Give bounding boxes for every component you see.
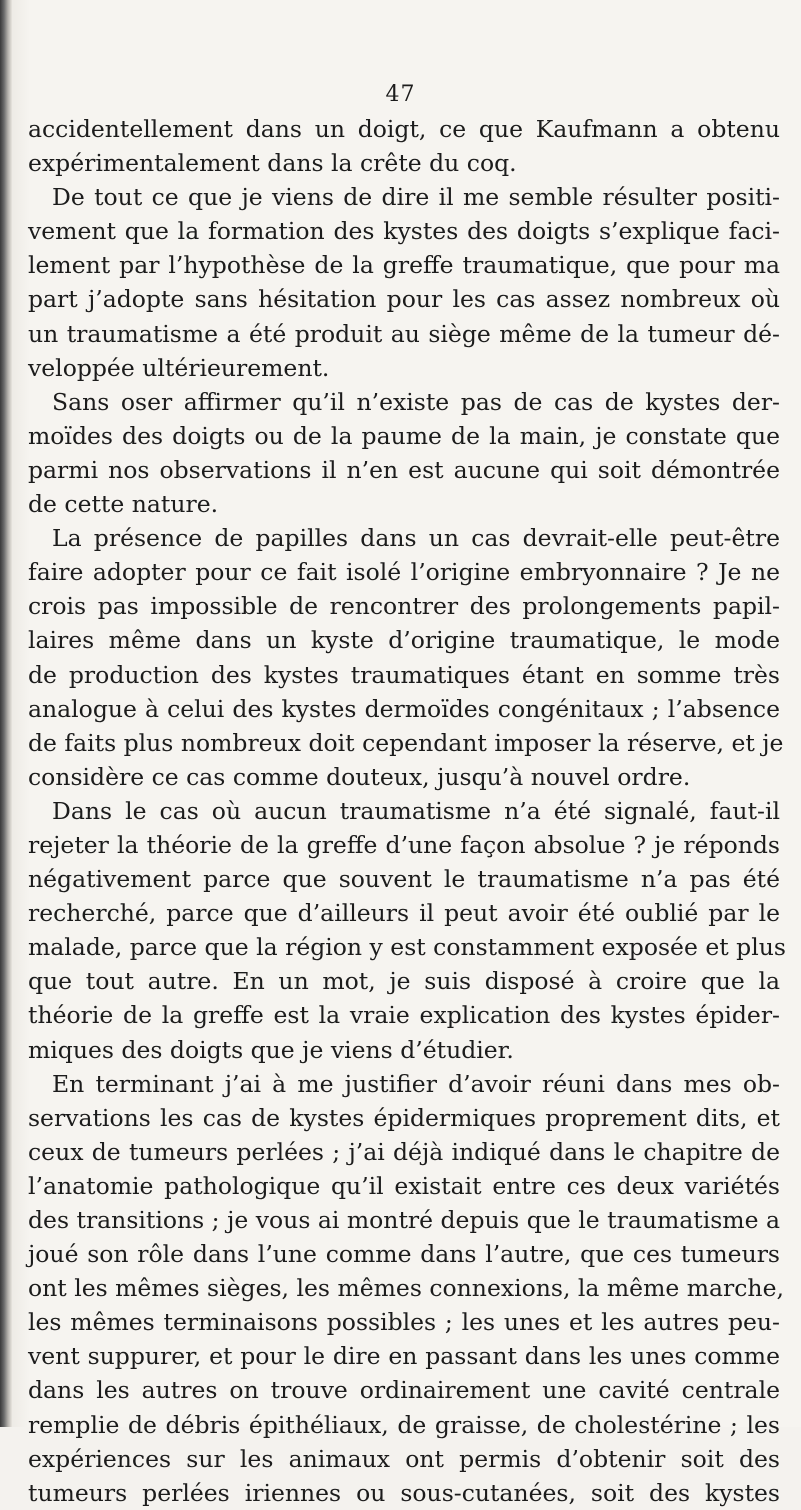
text-line: servations les cas de kystes épidermiques proprement dits, et xyxy=(28,1103,780,1132)
text-line: que tout autre. En un mot, je suis disposé à croire que la xyxy=(28,967,780,996)
text-line: dans les autres on trouve ordinairement une cavité centrale xyxy=(28,1376,780,1405)
text-line: Sans oser affirmer qu’il n’existe pas de cas de kystes der- xyxy=(52,387,780,416)
text-line: de faits plus nombreux doit cependant imposer la réserve, et je xyxy=(28,728,784,757)
text-line: théorie de la greffe est la vraie explication des kystes épider- xyxy=(28,1001,780,1030)
text-line: vement que la formation des kystes des doigts s’explique faci- xyxy=(28,217,780,246)
text-line: les mêmes terminaisons possibles ; les unes et les autres peu- xyxy=(28,1308,780,1337)
text-line: laires même dans un kyste d’origine traumatique, le mode xyxy=(28,626,780,655)
text-line: l’anatomie pathologique qu’il existait entre ces deux variétés xyxy=(28,1171,780,1200)
text-line: des transitions ; je vous ai montré depuis que le traumatisme a xyxy=(28,1206,780,1234)
text-line: parmi nos observations il n’en est aucune qui soit démontrée xyxy=(28,455,780,484)
text-line: expérimentalement dans la crête du coq. xyxy=(28,149,517,178)
text-line: négativement parce que souvent le traumatisme n’a pas été xyxy=(28,865,780,894)
text-line: part j’adopte sans hésitation pour les cas assez nombreux où xyxy=(28,285,780,314)
text-line: Dans le cas où aucun traumatisme n’a été signalé, faut-il xyxy=(52,796,780,825)
text-line: recherché, parce que d’ailleurs il peut avoir été oublié par le xyxy=(28,899,780,928)
page-number: 47 xyxy=(385,82,416,107)
text-line: En terminant j’ai à me justifier d’avoir réuni dans mes ob- xyxy=(52,1069,780,1098)
text-line: lement par l’hypothèse de la greffe traumatique, que pour ma xyxy=(28,251,780,280)
text-line: ont les mêmes sièges, les mêmes connexions, la même marche, xyxy=(28,1274,784,1303)
text-line: moïdes des doigts ou de la paume de la main, je constate que xyxy=(28,421,780,450)
text-line: analogue à celui des kystes dermoïdes congénitaux ; l’absence xyxy=(28,694,780,723)
text-line: malade, parce que la région y est constamment exposée et plus xyxy=(28,933,786,962)
text-line: remplie de débris épithéliaux, de graisse, de cholestérine ; les xyxy=(28,1410,780,1439)
text-line: un traumatisme a été produit au siège même de la tumeur dé- xyxy=(28,319,780,348)
text-line: expériences sur les animaux ont permis d’obtenir soit des xyxy=(28,1444,780,1473)
text-line: vent suppurer, et pour le dire en passant dans les unes comme xyxy=(28,1342,780,1371)
text-line: considère ce cas comme douteux, jusqu’à nouvel ordre. xyxy=(28,762,691,791)
text-line: veloppée ultérieurement. xyxy=(28,353,330,382)
body-text xyxy=(28,112,786,1510)
text-line: tumeurs perlées iriennes ou sous-cutanées, soit des kystes xyxy=(28,1478,780,1507)
text-line: de production des kystes traumatiques étant en somme très xyxy=(28,660,780,689)
text-line: miques des doigts que je viens d’étudier. xyxy=(28,1035,514,1064)
page-binding-edge xyxy=(0,0,12,1427)
text-line: La présence de papilles dans un cas devrait-elle peut-être xyxy=(52,524,780,553)
text-line: ceux de tumeurs perlées ; j’ai déjà indiqué dans le chapitre de xyxy=(28,1137,780,1166)
text-line: crois pas impossible de rencontrer des prolongements papil- xyxy=(28,592,780,621)
text-line: de cette nature. xyxy=(28,490,219,519)
text-line: joué son rôle dans l’une comme dans l’autre, que ces tumeurs xyxy=(28,1240,780,1269)
text-line: De tout ce que je viens de dire il me semble résulter positi- xyxy=(52,183,780,212)
text-line: rejeter la théorie de la greffe d’une façon absolue ? je réponds xyxy=(28,830,780,859)
text-line: accidentellement dans un doigt, ce que Kaufmann a obtenu xyxy=(28,115,780,143)
text-line: faire adopter pour ce fait isolé l’origine embryonnaire ? Je ne xyxy=(28,558,780,587)
